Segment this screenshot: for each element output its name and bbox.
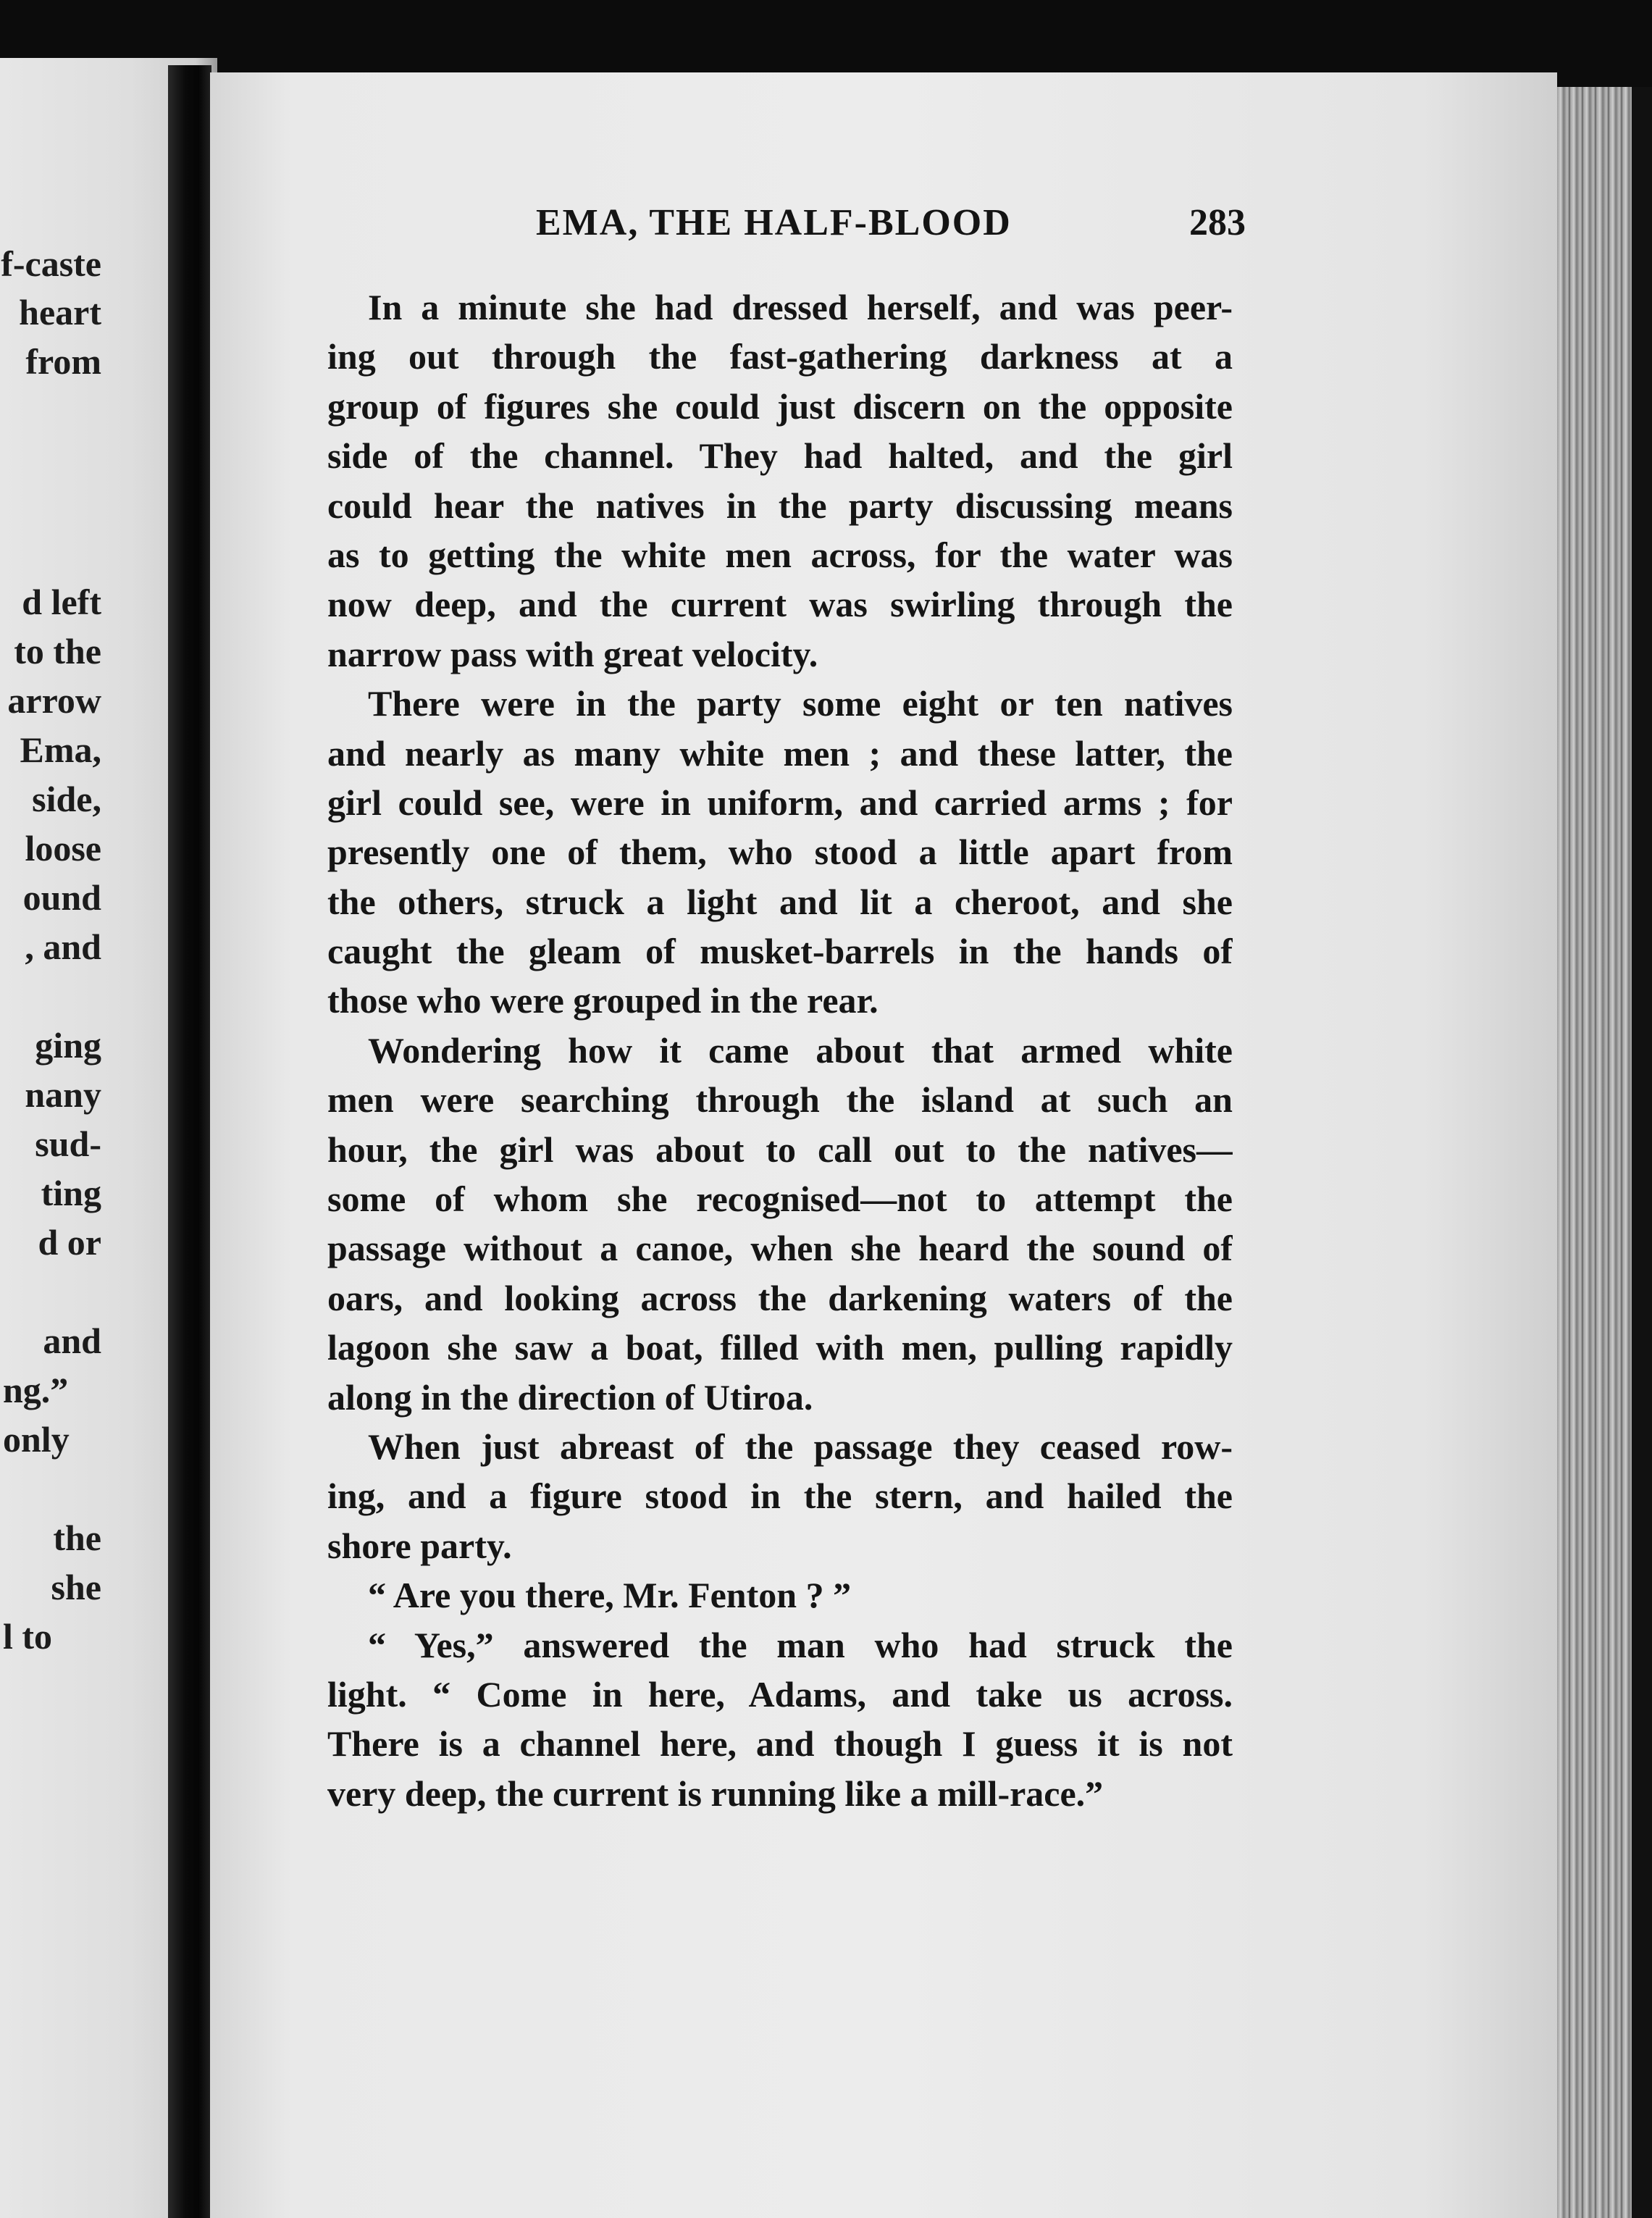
facing-page-fragment: f-caste: [1, 243, 101, 284]
facing-page-fragment: ng.”: [3, 1370, 69, 1410]
text-line: oars, and looking across the darkening waters of the: [327, 1277, 1233, 1318]
text-line: When just abreast of the passage they ceased row-: [368, 1426, 1233, 1467]
text-line: light. “ Come in here, Adams, and take us across.: [327, 1673, 1233, 1715]
facing-page-fragment: only: [3, 1419, 70, 1460]
text-line: passage without a canoe, when she heard the sound of: [327, 1228, 1233, 1269]
text-line: and nearly as many white men ; and these latter, the: [327, 732, 1233, 774]
facing-page-fragment: sud-: [35, 1123, 101, 1164]
text-line: those who were grouped in the rear.: [327, 980, 879, 1021]
text-line: In a minute she had dressed herself, and was peer-: [368, 287, 1233, 327]
text-line: “ Are you there, Mr. Fenton ? ”: [368, 1575, 852, 1616]
facing-page-fragment: loose: [25, 828, 101, 869]
facing-page-fragment: l to: [3, 1616, 53, 1657]
facing-page-fragment: Ema,: [20, 729, 101, 770]
text-line: ing out through the fast-gathering darkness at a: [327, 336, 1233, 377]
text-line: side of the channel. They had halted, and the girl: [327, 435, 1233, 477]
facing-page-fragment: she: [51, 1567, 101, 1607]
text-line: men were searching through the island at such an: [327, 1079, 1233, 1121]
body-text: [327, 283, 1233, 1818]
facing-page-fragment: and: [43, 1321, 101, 1361]
facing-page-fragment: ting: [41, 1173, 101, 1213]
text-line: lagoon she saw a boat, filled with men, pulling rapidly: [327, 1327, 1233, 1368]
text-line: some of whom she recognised—not to attempt the: [327, 1179, 1233, 1220]
text-line: as to getting the white men across, for the water was: [327, 534, 1233, 575]
text-line: shore party.: [327, 1525, 512, 1566]
text-line: very deep, the current is running like a mill-race.”: [327, 1773, 1104, 1814]
facing-page-fragment: ging: [35, 1025, 101, 1066]
facing-page-fragment: d or: [38, 1222, 101, 1263]
facing-page-fragment: from: [25, 341, 101, 382]
text-line: presently one of them, who stood a little apart from: [327, 832, 1233, 873]
text-line: girl could see, were in uniform, and carried arms ; for: [327, 782, 1233, 823]
text-line: There were in the party some eight or ten natives: [368, 683, 1233, 724]
facing-page-fragment: , and: [25, 926, 101, 967]
facing-page-fragment: d left: [22, 582, 101, 622]
text-line: the others, struck a light and lit a cheroot, and she: [327, 881, 1233, 922]
page-number: 283: [1189, 202, 1246, 243]
text-line: There is a channel here, and though I guess it is not: [327, 1723, 1233, 1765]
facing-page-fragment: ound: [22, 877, 101, 918]
text-line: Wondering how it came about that armed white: [368, 1029, 1233, 1071]
facing-page-fragment: heart: [19, 292, 101, 332]
facing-page-fragment: side,: [32, 779, 101, 819]
facing-page-fragment: to the: [14, 631, 101, 671]
facing-page-fragment: arrow: [7, 680, 101, 721]
facing-page-fragment: nany: [25, 1074, 101, 1115]
text-line: group of figures she could just discern on the opposite: [327, 385, 1233, 427]
page-edges: [1557, 87, 1652, 2218]
text-line: caught the gleam of musket-barrels in the hands of: [327, 931, 1233, 972]
running-head: EMA, THE HALF-BLOOD: [536, 202, 1012, 243]
book-gutter: [168, 65, 211, 2218]
text-line: ing, and a figure stood in the stern, and hailed the: [327, 1476, 1233, 1517]
text-line: along in the direction of Utiroa.: [327, 1376, 813, 1418]
text-line: “ Yes,” answered the man who had struck the: [368, 1624, 1233, 1665]
text-line: now deep, and the current was swirling through the: [327, 584, 1233, 625]
facing-page-fragment: the: [53, 1518, 101, 1558]
text-line: could hear the natives in the party discussing means: [327, 485, 1233, 526]
text-line: narrow pass with great velocity.: [327, 633, 818, 674]
text-line: hour, the girl was about to call out to the natives—: [327, 1129, 1233, 1170]
